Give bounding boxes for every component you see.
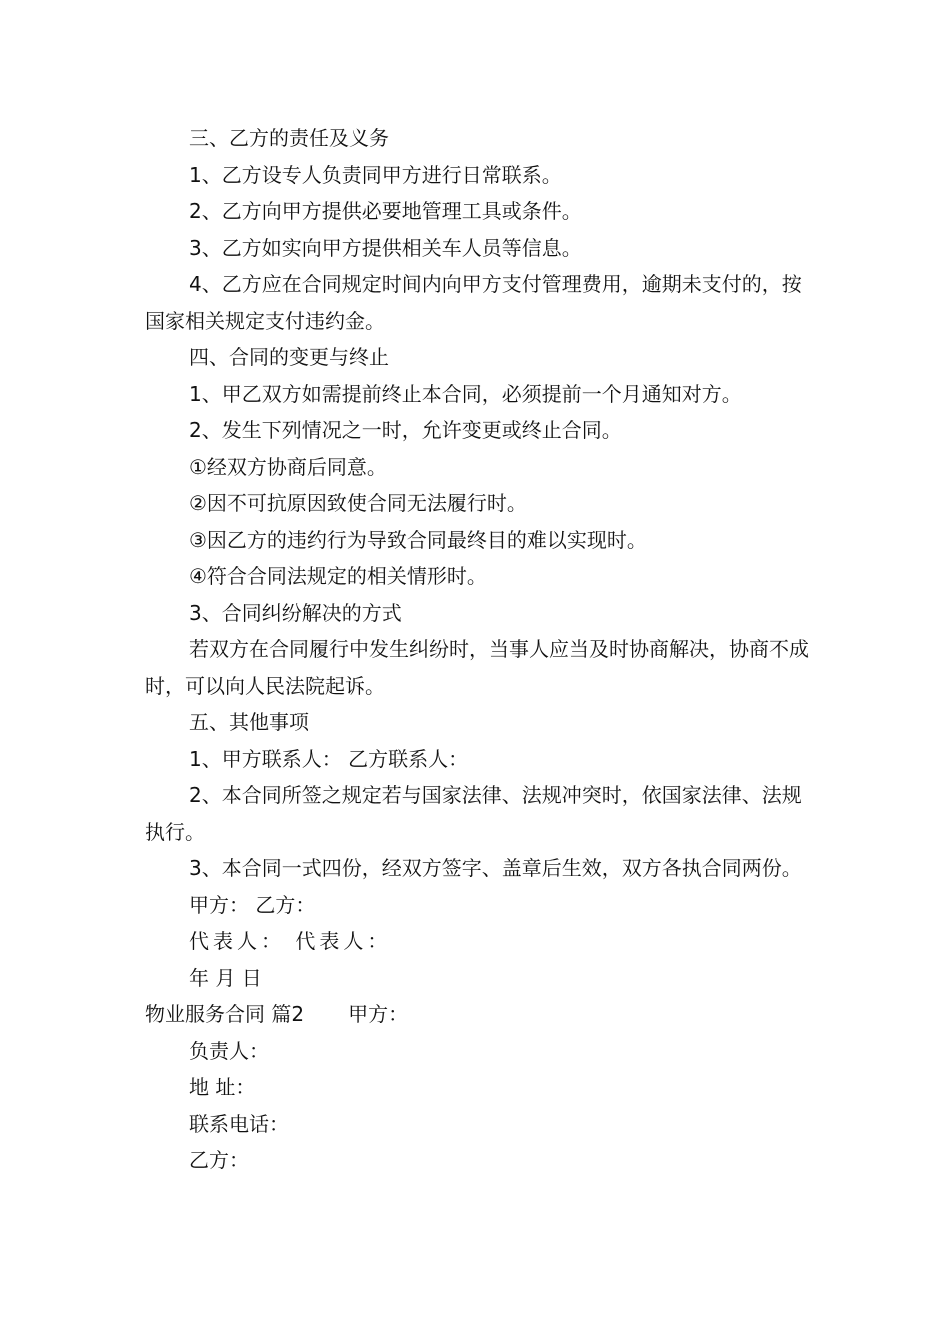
clause-4-1: 1、甲乙双方如需提前终止本合同，必须提前一个月通知对方。: [189, 381, 742, 406]
signature-date: 年 月 日: [189, 965, 262, 990]
section2-party-a: 甲方：: [348, 1002, 409, 1026]
contact-phone: 联系电话：: [189, 1111, 289, 1136]
dispute-resolution: 若双方在合同履行中发生纠纷时，当事人应当及时协商解决，协商不成时，可以向人民法院起诉。: [145, 637, 809, 698]
clause-5-2: 2、本合同所签之规定若与国家法律、法规冲突时，依国家法律、法规执行。: [145, 783, 802, 844]
clause-3-4: 4、乙方应在合同规定时间内向甲方支付管理费用，逾期未支付的，按国家相关规定支付违约金。: [145, 272, 802, 333]
address: 地 址：: [189, 1075, 256, 1099]
clause-3-2: 2、乙方向甲方提供必要地管理工具或条件。: [189, 199, 582, 223]
section-heading-4: 四、合同的变更与终止: [189, 345, 389, 369]
party-b: 乙方：: [189, 1148, 249, 1172]
clause-3-3: 3、乙方如实向甲方提供相关车人员等信息。: [189, 235, 582, 260]
condition-2: ②因不可抗原因致使合同无法履行时。: [189, 491, 527, 515]
section2-title-line: [145, 996, 810, 1033]
condition-1: ①经双方协商后同意。: [189, 454, 387, 479]
section-heading-5: 五、其他事项: [189, 710, 309, 734]
signature-parties: 甲方： 乙方：: [189, 892, 316, 917]
section2-title: 物业服务合同 篇2: [145, 1002, 305, 1026]
clause-3-1: 1、乙方设专人负责同甲方进行日常联系。: [189, 162, 562, 187]
condition-4: ④符合合同法规定的相关情形时。: [189, 564, 487, 588]
section-heading-3: 三、乙方的责任及义务: [189, 126, 389, 150]
condition-3: ③因乙方的违约行为导致合同最终目的难以实现时。: [189, 527, 647, 552]
clause-5-1: 1、甲方联系人： 乙方联系人：: [189, 746, 469, 771]
clause-4-2: 2、发生下列情况之一时，允许变更或终止合同。: [189, 418, 622, 442]
responsible-person: 负责人：: [189, 1038, 269, 1063]
signature-representatives: 代表人： 代表人：: [189, 929, 392, 953]
clause-4-3: 3、合同纠纷解决的方式: [189, 600, 402, 625]
clause-5-3: 3、本合同一式四份，经双方签字、盖章后生效，双方各执合同两份。: [189, 856, 802, 880]
document-body: [145, 120, 810, 1179]
